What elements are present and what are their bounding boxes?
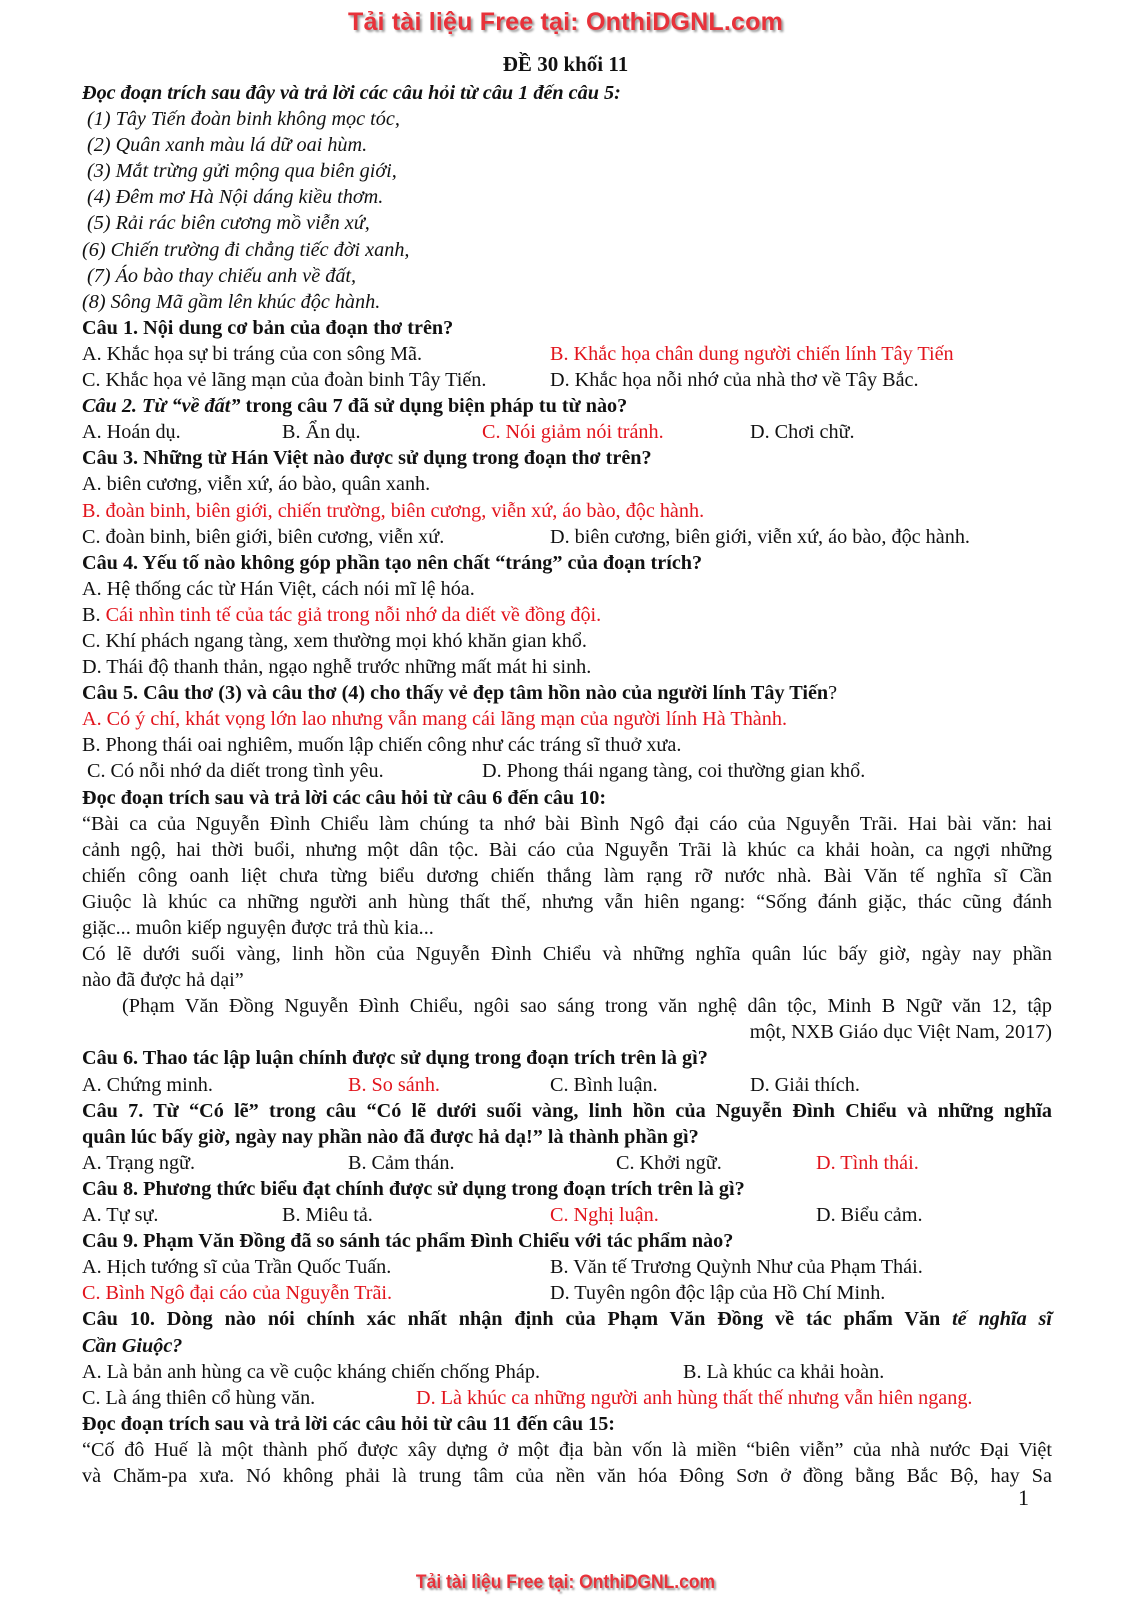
q10-options-row-1 — [82, 1359, 1052, 1385]
question-6: Câu 6. Thao tác lập luận chính được sử dụng trong đoạn trích trên là gì? — [82, 1047, 708, 1070]
q2-suffix: trong câu 7 đã sử dụng biện pháp tu từ nào? — [240, 395, 628, 418]
q10-option-a: A. Là bản anh hùng ca về cuộc kháng chiến chống Pháp. — [82, 1360, 540, 1383]
q9-options-row-1 — [82, 1254, 1052, 1280]
passage-line: giặc... muôn kiếp nguyện được trả thù kia... — [82, 917, 434, 939]
passage-line: và Chăm-pa xưa. Nó không phải là trung tâm của nền văn hóa Đông Sơn ở đồng bằng Bắc Bộ, hay Sa — [82, 1464, 1052, 1487]
section-heading: Đọc đoạn trích sau đây và trả lời các câu hỏi từ câu 1 đến câu 5: — [82, 82, 621, 104]
question-9: Câu 9. Phạm Văn Đồng đã so sánh tác phẩm Đình Chiểu với tác phẩm nào? — [82, 1230, 734, 1253]
question-3: Câu 3. Những từ Hán Việt nào được sử dụng trong đoạn thơ trên? — [82, 447, 652, 470]
passage-line: “Bài ca của Nguyễn Đình Chiểu làm chúng ta nhớ bài Bình Ngô đại cáo của Nguyễn Trãi. Hai bài văn: hai — [82, 812, 1052, 835]
q4-option-d: D. Thái độ thanh thản, ngạo nghễ trước những mất mát hi sinh. — [82, 656, 592, 679]
download-banner-top[interactable]: Tải tài liệu Free tại: OnthiDGNL.com — [347, 8, 784, 36]
question-2 — [82, 393, 1052, 419]
q5-options-row — [82, 758, 1052, 784]
poem-line: (2) Quân xanh màu lá dữ oai hùm. — [87, 134, 368, 157]
passage-line: chiến công oanh liệt chưa từng biểu dương chiến thắng làm rạng rỡ nước nhà. Bài Văn tế nghĩa sĩ Cần — [82, 864, 1052, 887]
passage-line: Có lẽ dưới suối vàng, linh hồn của Nguyễn Đình Chiểu và những nghĩa quân lúc bấy giờ, ngày nay phần — [82, 943, 1052, 966]
q4-option-a: A. Hệ thống các từ Hán Việt, cách nói mĩ lệ hóa. — [82, 577, 475, 600]
q4-option-b-text: Cái nhìn tinh tế của tác giả trong nỗi nhớ da diết về đồng đội. — [105, 603, 602, 626]
q10-option-c: C. Là áng thiên cổ hùng văn. — [82, 1386, 316, 1409]
q8-option-a: A. Tự sự. — [82, 1204, 159, 1227]
q10-option-b: B. Là khúc ca khải hoàn. — [683, 1360, 885, 1383]
q7-option-d-correct: D. Tình thái. — [816, 1151, 919, 1174]
q2-prefix: Câu 2. Từ “về đất” — [82, 395, 241, 418]
poem-line: (6) Chiến trường đi chẳng tiếc đời xanh, — [82, 238, 410, 261]
download-banner-bottom[interactable]: Tải tài liệu Free tại: OnthiDGNL.com — [415, 1572, 716, 1593]
section-heading: Đọc đoạn trích sau và trả lời các câu hỏi từ câu 6 đến câu 10: — [82, 786, 607, 809]
q4-option-b-label: B. — [82, 603, 106, 626]
q3-option-a: A. biên cương, viễn xứ, áo bào, quân xanh. — [82, 473, 431, 496]
passage-line: “Cố đô Huế là một thành phố được xây dựng ở một địa bàn vốn là miền “biên viễn” của nhà nước Đại Việt — [82, 1438, 1052, 1461]
page-title: ĐỀ 30 khối 11 — [502, 52, 629, 76]
q7-option-a: A. Trạng ngữ. — [82, 1151, 196, 1174]
question-10-line-1 — [82, 1306, 1052, 1332]
question-5 — [82, 680, 1052, 706]
q1-option-d: D. Khắc họa nỗi nhớ của nhà thơ về Tây Bắc. — [550, 369, 919, 392]
q6-option-b-correct: B. So sánh. — [348, 1073, 440, 1096]
q1-option-a: A. Khắc họa sự bi tráng của con sông Mã. — [82, 342, 423, 365]
citation-line: (Phạm Văn Đồng Nguyễn Đình Chiểu, ngôi sao sáng trong văn nghệ dân tộc, Minh B Ngữ văn 12, tập — [122, 995, 1052, 1018]
q6-options-row — [82, 1072, 1052, 1098]
q10-italic: tế nghĩa sĩ — [952, 1308, 1052, 1331]
q3-option-d: D. biên cương, biên giới, viễn xứ, áo bào, độc hành. — [550, 525, 970, 548]
citation-line: một, NXB Giáo dục Việt Nam, 2017) — [749, 1021, 1052, 1044]
q1-option-b-correct: B. Khắc họa chân dung người chiến lính Tây Tiến — [550, 342, 954, 365]
question-4: Câu 4. Yếu tố nào không góp phần tạo nên chất “tráng” của đoạn trích? — [82, 551, 703, 574]
q8-options-row — [82, 1202, 1052, 1228]
q8-option-c-correct: C. Nghị luận. — [550, 1204, 659, 1227]
q5-text: Câu 5. Câu thơ (3) và câu thơ (4) cho thấy vẻ đẹp tâm hồn nào của người lính Tây Tiến — [82, 682, 829, 705]
q1-options-row-1 — [82, 341, 1052, 367]
q10-options-row-2 — [82, 1385, 1052, 1411]
q1-options-row-2 — [82, 367, 1052, 393]
q5-option-c: C. Có nỗi nhớ da diết trong tình yêu. — [87, 760, 384, 783]
q7-option-c: C. Khởi ngữ. — [616, 1151, 722, 1174]
q5-option-d: D. Phong thái ngang tàng, coi thường gian khổ. — [482, 760, 866, 783]
q8-option-d: D. Biểu cảm. — [816, 1204, 923, 1227]
passage-line: nào đã được hả dại” — [82, 969, 244, 992]
q4-option-c: C. Khí phách ngang tàng, xem thường mọi khó khăn gian khổ. — [82, 629, 587, 652]
q6-option-c: C. Bình luận. — [550, 1073, 658, 1096]
q1-option-c: C. Khắc họa vẻ lãng mạn của đoàn binh Tây Tiến. — [82, 369, 487, 392]
q3-options-row — [82, 524, 1052, 550]
poem-line: (3) Mắt trừng gửi mộng qua biên giới, — [87, 160, 397, 183]
question-10-line-2: Cần Giuộc? — [82, 1334, 183, 1357]
passage-line: cảnh ngộ, hai thời buổi, nhưng một dân tộc. Bài cáo của Nguyễn Trãi là khúc ca khải hoàn, ca ngợi những — [82, 838, 1052, 861]
q8-option-b: B. Miêu tả. — [282, 1204, 373, 1227]
q5-option-a-correct: A. Có ý chí, khát vọng lớn lao nhưng vẫn mang cái lãng mạn của người lính Hà Thành. — [82, 708, 787, 731]
q10-text: Câu 10. Dòng nào nói chính xác nhất nhận định của Phạm Văn Đồng về tác phẩm Văn — [82, 1308, 953, 1331]
q2-option-b: B. Ẩn dụ. — [282, 421, 361, 444]
q9-option-b: B. Văn tế Trương Quỳnh Như của Phạm Thái. — [550, 1256, 923, 1279]
q9-option-d: D. Tuyên ngôn độc lập của Hồ Chí Minh. — [550, 1282, 886, 1305]
document-body — [82, 80, 1052, 1489]
question-8: Câu 8. Phương thức biểu đạt chính được sử dụng trong đoạn trích trên là gì? — [82, 1177, 745, 1200]
q5-text-end: ? — [828, 682, 838, 705]
passage-line: Giuộc là khúc ca những người anh hùng thất thế, nhưng vẫn hiên ngang: “Sống đánh giặc, thác cũng đánh — [82, 890, 1052, 913]
q6-option-d: D. Giải thích. — [750, 1073, 860, 1096]
q7-option-b: B. Cảm thán. — [348, 1151, 455, 1174]
q2-options-row — [82, 419, 1052, 445]
q6-option-a: A. Chứng minh. — [82, 1073, 213, 1096]
q9-option-c-correct: C. Bình Ngô đại cáo của Nguyễn Trãi. — [82, 1282, 393, 1305]
q3-option-b-correct: B. đoàn binh, biên giới, chiến trường, biên cương, viễn xứ, áo bào, độc hành. — [82, 499, 705, 522]
poem-line: (1) Tây Tiến đoàn binh không mọc tóc, — [87, 108, 400, 131]
q4-option-b-correct — [82, 602, 1052, 628]
question-1: Câu 1. Nội dung cơ bản của đoạn thơ trên? — [82, 316, 454, 339]
q9-option-a: A. Hịch tướng sĩ của Trần Quốc Tuấn. — [82, 1256, 392, 1279]
q3-option-c: C. đoàn binh, biên giới, biên cương, viễn xứ. — [82, 525, 445, 548]
q2-option-d: D. Chơi chữ. — [750, 421, 855, 444]
poem-line: (4) Đêm mơ Hà Nội dáng kiều thơm. — [87, 186, 384, 209]
poem-line: (8) Sông Mã gầm lên khúc độc hành. — [82, 290, 381, 313]
q5-option-b: B. Phong thái oai nghiêm, muốn lập chiến công như các tráng sĩ thuở xưa. — [82, 734, 682, 757]
question-7-line-1: Câu 7. Từ “Có lẽ” trong câu “Có lẽ dưới suối vàng, linh hồn của Nguyễn Đình Chiểu và những nghĩa — [82, 1099, 1052, 1122]
q9-options-row-2 — [82, 1280, 1052, 1306]
poem-line: (5) Rải rác biên cương mồ viễn xứ, — [87, 212, 370, 235]
question-7-line-2: quân lúc bấy giờ, ngày nay phần nào đã được hả dạ!” là thành phần gì? — [82, 1125, 699, 1148]
q2-option-a: A. Hoán dụ. — [82, 421, 181, 444]
q10-option-d-correct: D. Là khúc ca những người anh hùng thất thế nhưng vẫn hiên ngang. — [416, 1386, 973, 1409]
section-heading: Đọc đoạn trích sau và trả lời các câu hỏi từ câu 11 đến câu 15: — [82, 1412, 616, 1435]
page-number: 1 — [1018, 1485, 1029, 1510]
poem-line: (7) Áo bào thay chiếu anh về đất, — [87, 264, 357, 287]
q7-options-row — [82, 1150, 1052, 1176]
q2-option-c-correct: C. Nói giảm nói tránh. — [482, 421, 664, 444]
